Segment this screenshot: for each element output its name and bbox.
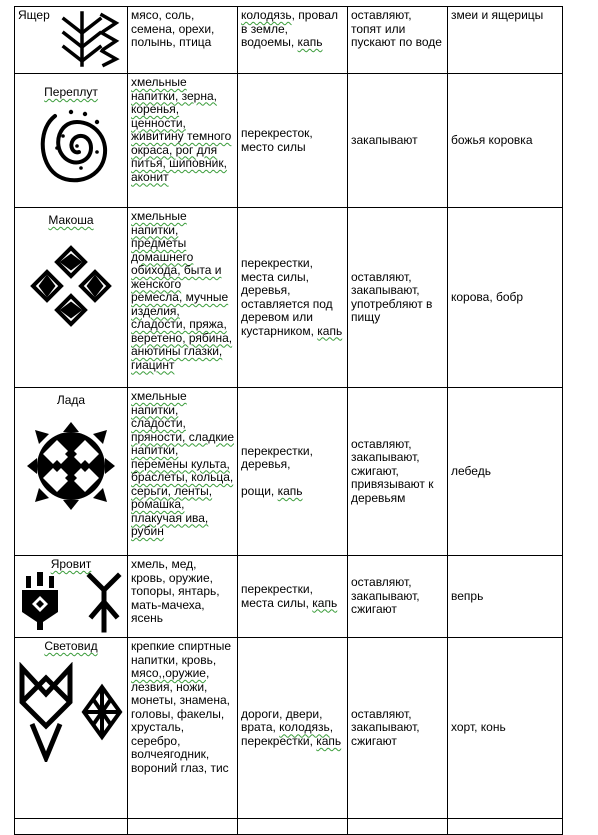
table-row [15, 819, 563, 835]
action-cell: оставляют, топят или пускают по воде [348, 7, 448, 74]
table-row [15, 388, 563, 556]
animal-cell: хорт, конь [448, 638, 563, 819]
offerings-cell: хмель, мед, кровь, оружие, топоры, янтарь, мать-мачеха, ясень [128, 556, 238, 638]
places-part: колодязь [279, 720, 330, 735]
animal-cell: корова, бобр [448, 208, 563, 388]
svetovid-rune-symbol-icon [18, 662, 76, 762]
places-part: дороги, двери, врата, [241, 706, 323, 735]
deity-cell [15, 74, 128, 208]
places-part: колодязь [241, 8, 292, 22]
animal-cell: лебедь [448, 388, 563, 556]
animal-cell: божья коровка [448, 74, 563, 208]
places-cell [238, 208, 348, 388]
offerings-part: мясо,,оружие [131, 666, 206, 680]
table-row [15, 638, 563, 819]
offerings-text: хмельные напитки, предметы домашнего обихода, быта и женского ремесла, мучные изделия, сладости, пряжа, веретено, рябина, анютины глазки, гиацинт [131, 209, 233, 372]
offerings-cell [128, 74, 238, 208]
places-part: перекрестки, места силы, [241, 582, 313, 610]
deity-name: Лада [56, 393, 86, 407]
places-part: рощи, [241, 483, 278, 498]
offerings-text: хмельные напитки, зерна, коренья, ценности, живитину темного окраса, рог для питья, шиповник, аконит [131, 75, 232, 184]
deity-name: Световид [44, 639, 98, 653]
lada-star-symbol-icon [23, 418, 119, 514]
places-part: капь [312, 595, 338, 610]
animal-cell: вепрь [448, 556, 563, 638]
places-part: капь [297, 35, 323, 49]
deity-cell [15, 556, 128, 638]
offerings-cell [128, 208, 238, 388]
deities-table [14, 6, 563, 835]
places-cell [238, 388, 348, 556]
table-row [15, 74, 563, 208]
yashcher-symbol-icon [58, 9, 122, 69]
action-cell: оставляют, закапывают, сжигают [348, 556, 448, 638]
empty-cell [128, 819, 238, 835]
offerings-part: , лезвия, ножи, монеты, знамена, головы, факелы, хрусталь, серебро, волчеягодник, вороний глаз, тис [131, 666, 230, 775]
places-part: капь [277, 483, 303, 498]
table-row [15, 7, 563, 74]
spiral-symbol-icon [33, 106, 109, 188]
offerings-part: крепкие спиртные напитки, кровь, [131, 639, 232, 667]
places-part: , провал в земле, водоемы, [241, 8, 339, 49]
table-row [15, 208, 563, 388]
places-cell [238, 7, 348, 74]
empty-cell [15, 819, 128, 835]
places-part: капь [316, 733, 342, 748]
places-cell [238, 638, 348, 819]
places-part: перекрестки, места силы, деревья, оставляется под деревом или кустарником, [241, 256, 333, 338]
places-cell [238, 556, 348, 638]
svetovid-diamond-cross-icon [80, 683, 124, 741]
places-part: капь [317, 323, 343, 338]
places-part: , перекрестки, [241, 720, 334, 748]
deity-cell [15, 7, 128, 74]
deity-name: Ящер [18, 8, 50, 22]
offerings-cell: мясо, соль, семена, орехи, полынь, птица [128, 7, 238, 74]
offerings-text: хмельные напитки, сладости, пряности, сладкие напитки, перемены культа, браслеты, кольца, серьги, ленты, ромашка, плакучая ива, рубин [131, 389, 235, 538]
offerings-cell [128, 638, 238, 819]
places-cell: перекресток, место силы [238, 74, 348, 208]
yarovit-arrow-symbol-icon [86, 572, 122, 634]
deity-cell [15, 388, 128, 556]
empty-cell [448, 819, 563, 835]
action-cell: закапывают [348, 74, 448, 208]
makosh-diamond-symbol-icon [27, 242, 115, 330]
table-row [15, 556, 563, 638]
action-cell: оставляют, закапывают, сжигают [348, 638, 448, 819]
empty-cell [348, 819, 448, 835]
deity-name: Яровит [50, 557, 92, 571]
places-line: перекрестки, деревья, [241, 443, 313, 472]
deity-name: Переплут [44, 85, 98, 99]
deity-cell [15, 638, 128, 819]
empty-cell [238, 819, 348, 835]
animal-cell: змеи и ящерицы [448, 7, 563, 74]
deity-cell [15, 208, 128, 388]
deity-name: Макоша [48, 213, 94, 227]
offerings-cell [128, 388, 238, 556]
action-cell: оставляют, закапывают, сжигают, привязывают к деревьям [348, 388, 448, 556]
yarovit-banner-symbol-icon [20, 572, 60, 630]
action-cell: оставляют, закапывают, употребляют в пищу [348, 208, 448, 388]
